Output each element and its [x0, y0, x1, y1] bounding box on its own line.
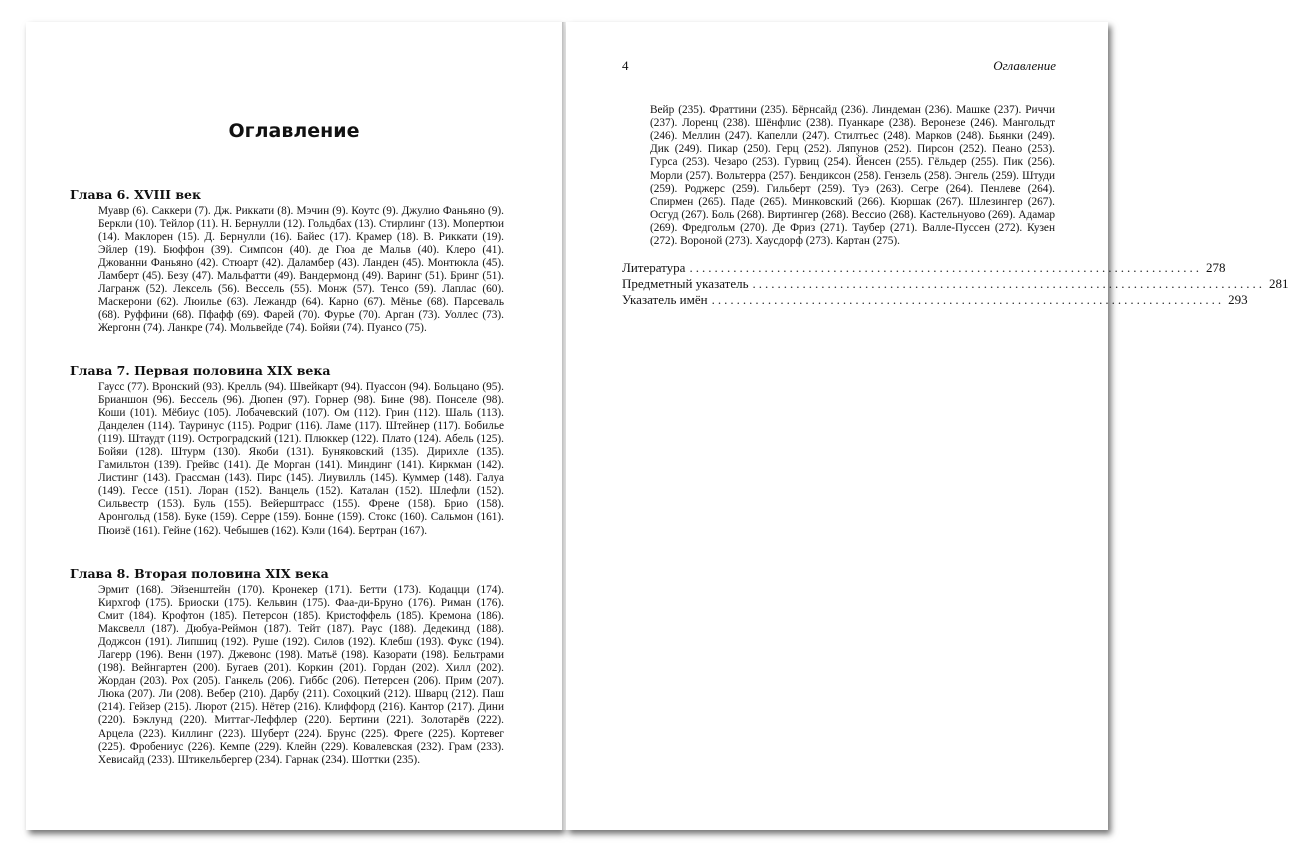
dot-leader: .................................................................................. [752, 276, 1266, 291]
chapter-7 [70, 363, 504, 538]
running-title: Оглавление [993, 58, 1056, 73]
chapter-8 [70, 566, 504, 767]
chapter-heading: Глава 6. XVIII век [70, 187, 202, 202]
chapter-names-continued: Вейр (235). Фраттини (235). Бёрнсайд (236). Линдеман (236). Машке (237). Риччи (237). Лоренц (238). Шёнфлис (238). Пуанкаре (238). Веронезе (246). Мангольдт (246). Меллин (247). Капелли (247). Стилтьес (248). Марков (248). Бьянки (249). Дик (249). Пикар (250). Герц (252). Ляпунов (252). Пирсон (252). Пеано (253). Гурса (253). Чезаро (253). Гурвиц (254). Йенсен (255). Гёльдер (255). Пик (256). Морли (257). Вольтерра (257). Бендиксон (258). Гензель (258). Энгель (259). Штуди (259). Роджерс (259). Гильберт (259). Туэ (263). Сегре (264). Пенлеве (264). Спирмен (265). Паде (265). Минковский (266). Кюршак (267). Шлезингер (267). Осгуд (267). Боль (268). Виртингер (268). Вессио (268). Кастельнуово (269). Адамар (269). Фредгольм (270). Де Фриз (271). Таубер (271). Валле-Пуссен (272). Кузен (272). Вороной (273). Хаусдорф (273). Картан (275). [650, 104, 1055, 247]
right-page [566, 22, 1289, 830]
chapter-names: Муавр (6). Саккери (7). Дж. Риккати (8). Мэчин (9). Коутс (9). Джулио Фаньяно (9). Беркли (10). Тейлор (11). Н. Бернулли (12). Гольдбах (13). Стирлинг (13). Мопертюи (14). Маклорен (15). Д. Бернулли (16). Байес (17). Крамер (18). В. Риккати (19). Эйлер (19). Бюффон (39). Симпсон (40). де Гюа де Мальв (40). Клеро (41). Джованни Фаньяно (42). Стюарт (42). Даламбер (43). Ланден (45). Монтюкла (45). Ламберт (45). Безу (47). Мальфатти (49). Вандермонд (49). Варинг (51). Бринг (51). Лагранж (52). Лексель (56). Вессель (55). Монж (57). Тенсо (59). Лаплас (60). Маскерони (62). Люильe (63). Лежандр (64). Карно (67). Мёнье (68). Парсеваль (68). Руффини (68). Пфафф (69). Фарей (70). Фурье (70). Арган (73). Уоллес (73). Жергонн (74). Ланкре (74). Мольвейде (74). Бойяи (74). Пуансо (75). [98, 205, 504, 335]
chapter-heading: Глава 8. Вторая половина XIX века [70, 566, 329, 581]
toc-entry-page: 281 [1269, 276, 1289, 291]
toc-entry-label: Указатель имён [622, 292, 708, 307]
chapter-heading: Глава 7. Первая половина XIX века [70, 363, 331, 378]
back-matter-list [622, 260, 1289, 308]
left-page [26, 22, 562, 830]
book-spread [26, 22, 1289, 830]
toc-entry-label: Предметный указатель [622, 276, 749, 291]
toc-entry-page: 278 [1205, 260, 1226, 275]
dot-leader: .................................................................................. [689, 260, 1202, 275]
page-title: Оглавление [228, 120, 360, 142]
chapter-names: Гаусс (77). Вронский (93). Крелль (94). Швейкарт (94). Пуассон (94). Больцано (95). Брианшон (96). Бессель (96). Дюпен (97). Горнер (98). Бине (98). Понселе (98). Коши (101). Мёбиус (105). Лобачевский (107). Ом (112). Грин (112). Шаль (113). Данделен (114). Тауринус (115). Родриг (116). Ламе (117). Штейнер (117). Бобилье (119). Штаудт (119). Остроградский (121). Плюккер (122). Плато (124). Абель (125). Бойяи (128). Штурм (130). Якоби (131). Буняковский (135). Дирихле (135). Гамильтон (139). Грейвс (141). Де Морган (141). Миндинг (141). Киркман (142). Листинг (143). Грассман (143). Пирс (145). Лиувилль (145). Куммер (148). Галуа (149). Гессе (151). Лоран (152). Ванцель (152). Каталан (152). Шлефли (152). Сильвестр (153). Буль (155). Вейерштрасс (155). Френе (158). Брио (158). Аронгольд (158). Буке (159). Серре (159). Бонне (159). Стокс (160). Сальмон (161). Пюизё (161). Гейне (162). Чебышев (162). Кэли (164). Бертран (167). [98, 381, 504, 537]
toc-entry-literature [622, 260, 1226, 276]
chapter-names: Эрмит (168). Эйзенштейн (170). Кронекер (171). Бетти (173). Кодацци (174). Кирхгоф (175). Бриоски (175). Кельвин (175). Фаа-ди-Бруно (176). Риман (176). Смит (184). Крофтон (185). Петерсон (185). Кристоффель (185). Кремона (186). Максвелл (187). Дюбуа-Реймон (187). Тейт (187). Раус (188). Дедекинд (188). Доджсон (191). Липшиц (192). Руше (192). Силов (192). Клебш (193). Фукс (194). Лагерр (196). Венн (197). Джевонс (198). Матьё (198). Казорати (198). Бельтрами (198). Вейнгартен (200). Бугаев (201). Коркин (201). Гордан (202). Хилл (202). Жордан (203). Рох (205). Ганкель (206). Гиббс (206). Петерсен (206). Прим (207). Люка (207). Ли (208). Вебер (210). Дарбу (211). Сохоцкий (212). Шварц (212). Паш (214). Гейзер (215). Люрот (215). Нётер (216). Клиффорд (216). Кантор (217). Дини (220). Бэклунд (220). Миттаг-Леффлер (220). Бертини (221). Золотарёв (222). Арцела (223). Киллинг (223). Шуберт (224). Брунс (225). Фреге (225). Кортевег (225). Фробениус (226). Кемпе (229). Клейн (229). Ковалевская (232). Грам (233). Хевисайд (233). Штикельбергер (234). Гарнак (234). Шоттки (235). [98, 584, 504, 766]
toc-entry-page: 293 [1228, 292, 1248, 307]
chapter-6 [70, 187, 504, 335]
toc-entry-subject-index [622, 276, 1289, 292]
dot-leader: .................................................................................. [711, 292, 1225, 307]
page-number: 4 [622, 58, 629, 73]
toc-entry-name-index [622, 292, 1248, 308]
toc-entry-label: Литература [622, 260, 686, 275]
